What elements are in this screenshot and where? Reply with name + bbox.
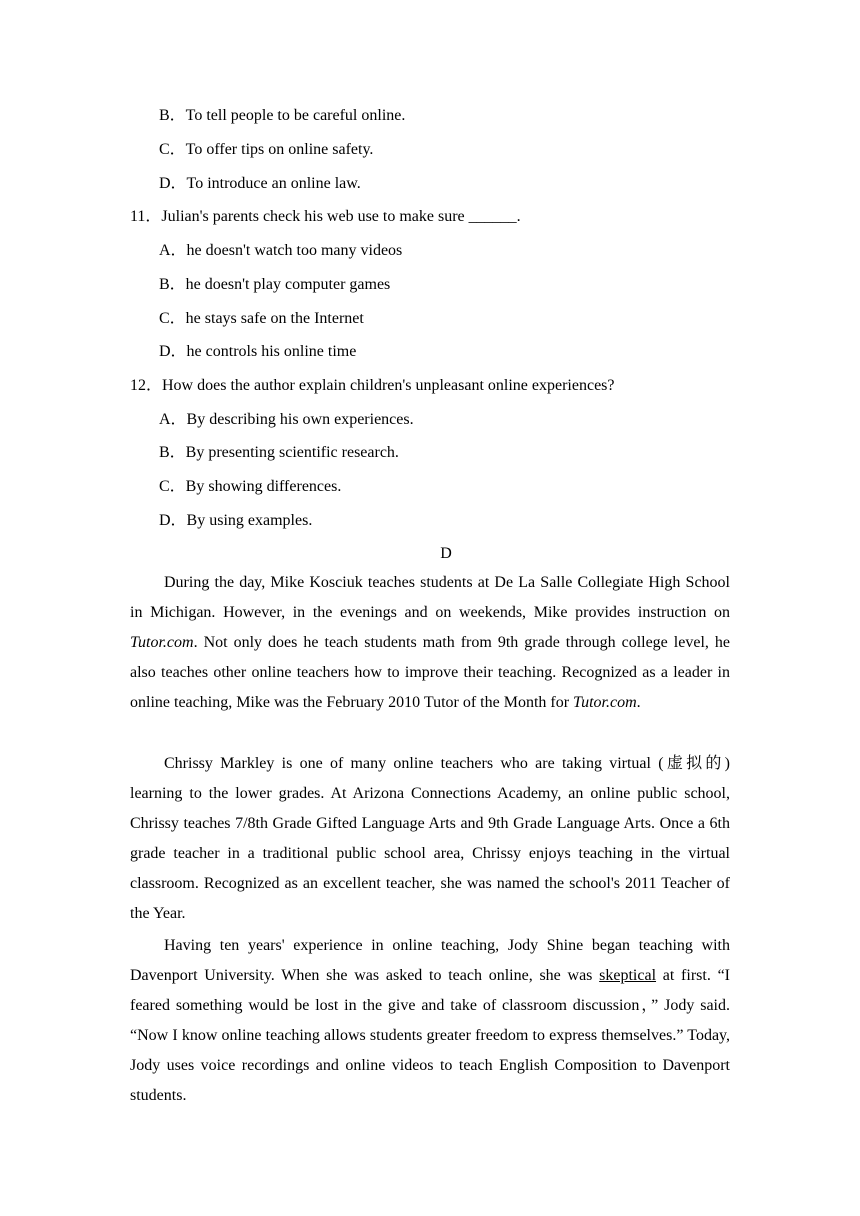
- underlined-word: skeptical: [599, 967, 657, 984]
- paragraph-jody-shine: [130, 931, 730, 1111]
- paragraph-text: at first. “I feared something would be lost in the give and take of classroom discussion，” Jody said. “Now I know online teaching allows students greater freedom to express themselves.” Today, Jody uses voice recordings and online videos to teach English Composition to Davenport students.: [130, 967, 731, 1104]
- q12-stem: 12．How does the author explain children's unpleasant online experiences?: [130, 377, 615, 394]
- q11-option-b: B．he doesn't play computer games: [159, 276, 391, 293]
- q11-option-c: C．he stays safe on the Internet: [159, 310, 364, 327]
- q11-stem: 11．Julian's parents check his web use to make sure ______.: [130, 208, 521, 225]
- paragraph-text: During the day, Mike Kosciuk teaches students at De La Salle Collegiate High School in Michigan. However, in the evenings and on weekends, Mike provides instruction on: [130, 574, 730, 621]
- q11-option-a: A．he doesn't watch too many videos: [159, 242, 403, 259]
- q10-option-c: C．To offer tips on online safety.: [159, 141, 374, 158]
- q12-option-d: D．By using examples.: [159, 512, 313, 529]
- paragraph-text: Having ten years' experience in online teaching, Jody Shine began teaching with Davenport University. When she was asked to teach online, she was: [130, 937, 730, 984]
- paragraph-chrissy-markley: Chrissy Markley is one of many online teachers who are taking virtual (虚拟的) learning to the lower grades. At Arizona Connections Academy, an online public school, Chrissy teaches 7/8th Grade Gifted Language Arts and 9th Grade Language Arts. Once a 6th grade teacher in a traditional public school area, Chrissy enjoys teaching in the virtual classroom. Recognized as an excellent teacher, she was named the school's 2011 Teacher of the Year.: [130, 755, 730, 922]
- passage-heading: D: [440, 545, 452, 562]
- paragraph-text: . Not only does he teach students math from 9th grade through college level, he also teaches other online teachers how to improve their teaching. Recognized as a leader in online teaching, Mike was the February 2010 Tutor of the Month for: [130, 634, 730, 711]
- paragraph-text: .: [636, 694, 641, 711]
- paragraph-mike-kosciuk: [130, 568, 730, 718]
- q11-option-d: D．he controls his online time: [159, 343, 357, 360]
- q12-option-a: A．By describing his own experiences.: [159, 411, 414, 428]
- italic-site-name: Tutor.com: [573, 694, 637, 711]
- italic-site-name: Tutor.com: [130, 634, 194, 651]
- q10-option-b: B．To tell people to be careful online.: [159, 107, 406, 124]
- q10-option-d: D．To introduce an online law.: [159, 175, 361, 192]
- q12-option-c: C．By showing differences.: [159, 478, 342, 495]
- q12-option-b: B．By presenting scientific research.: [159, 444, 399, 461]
